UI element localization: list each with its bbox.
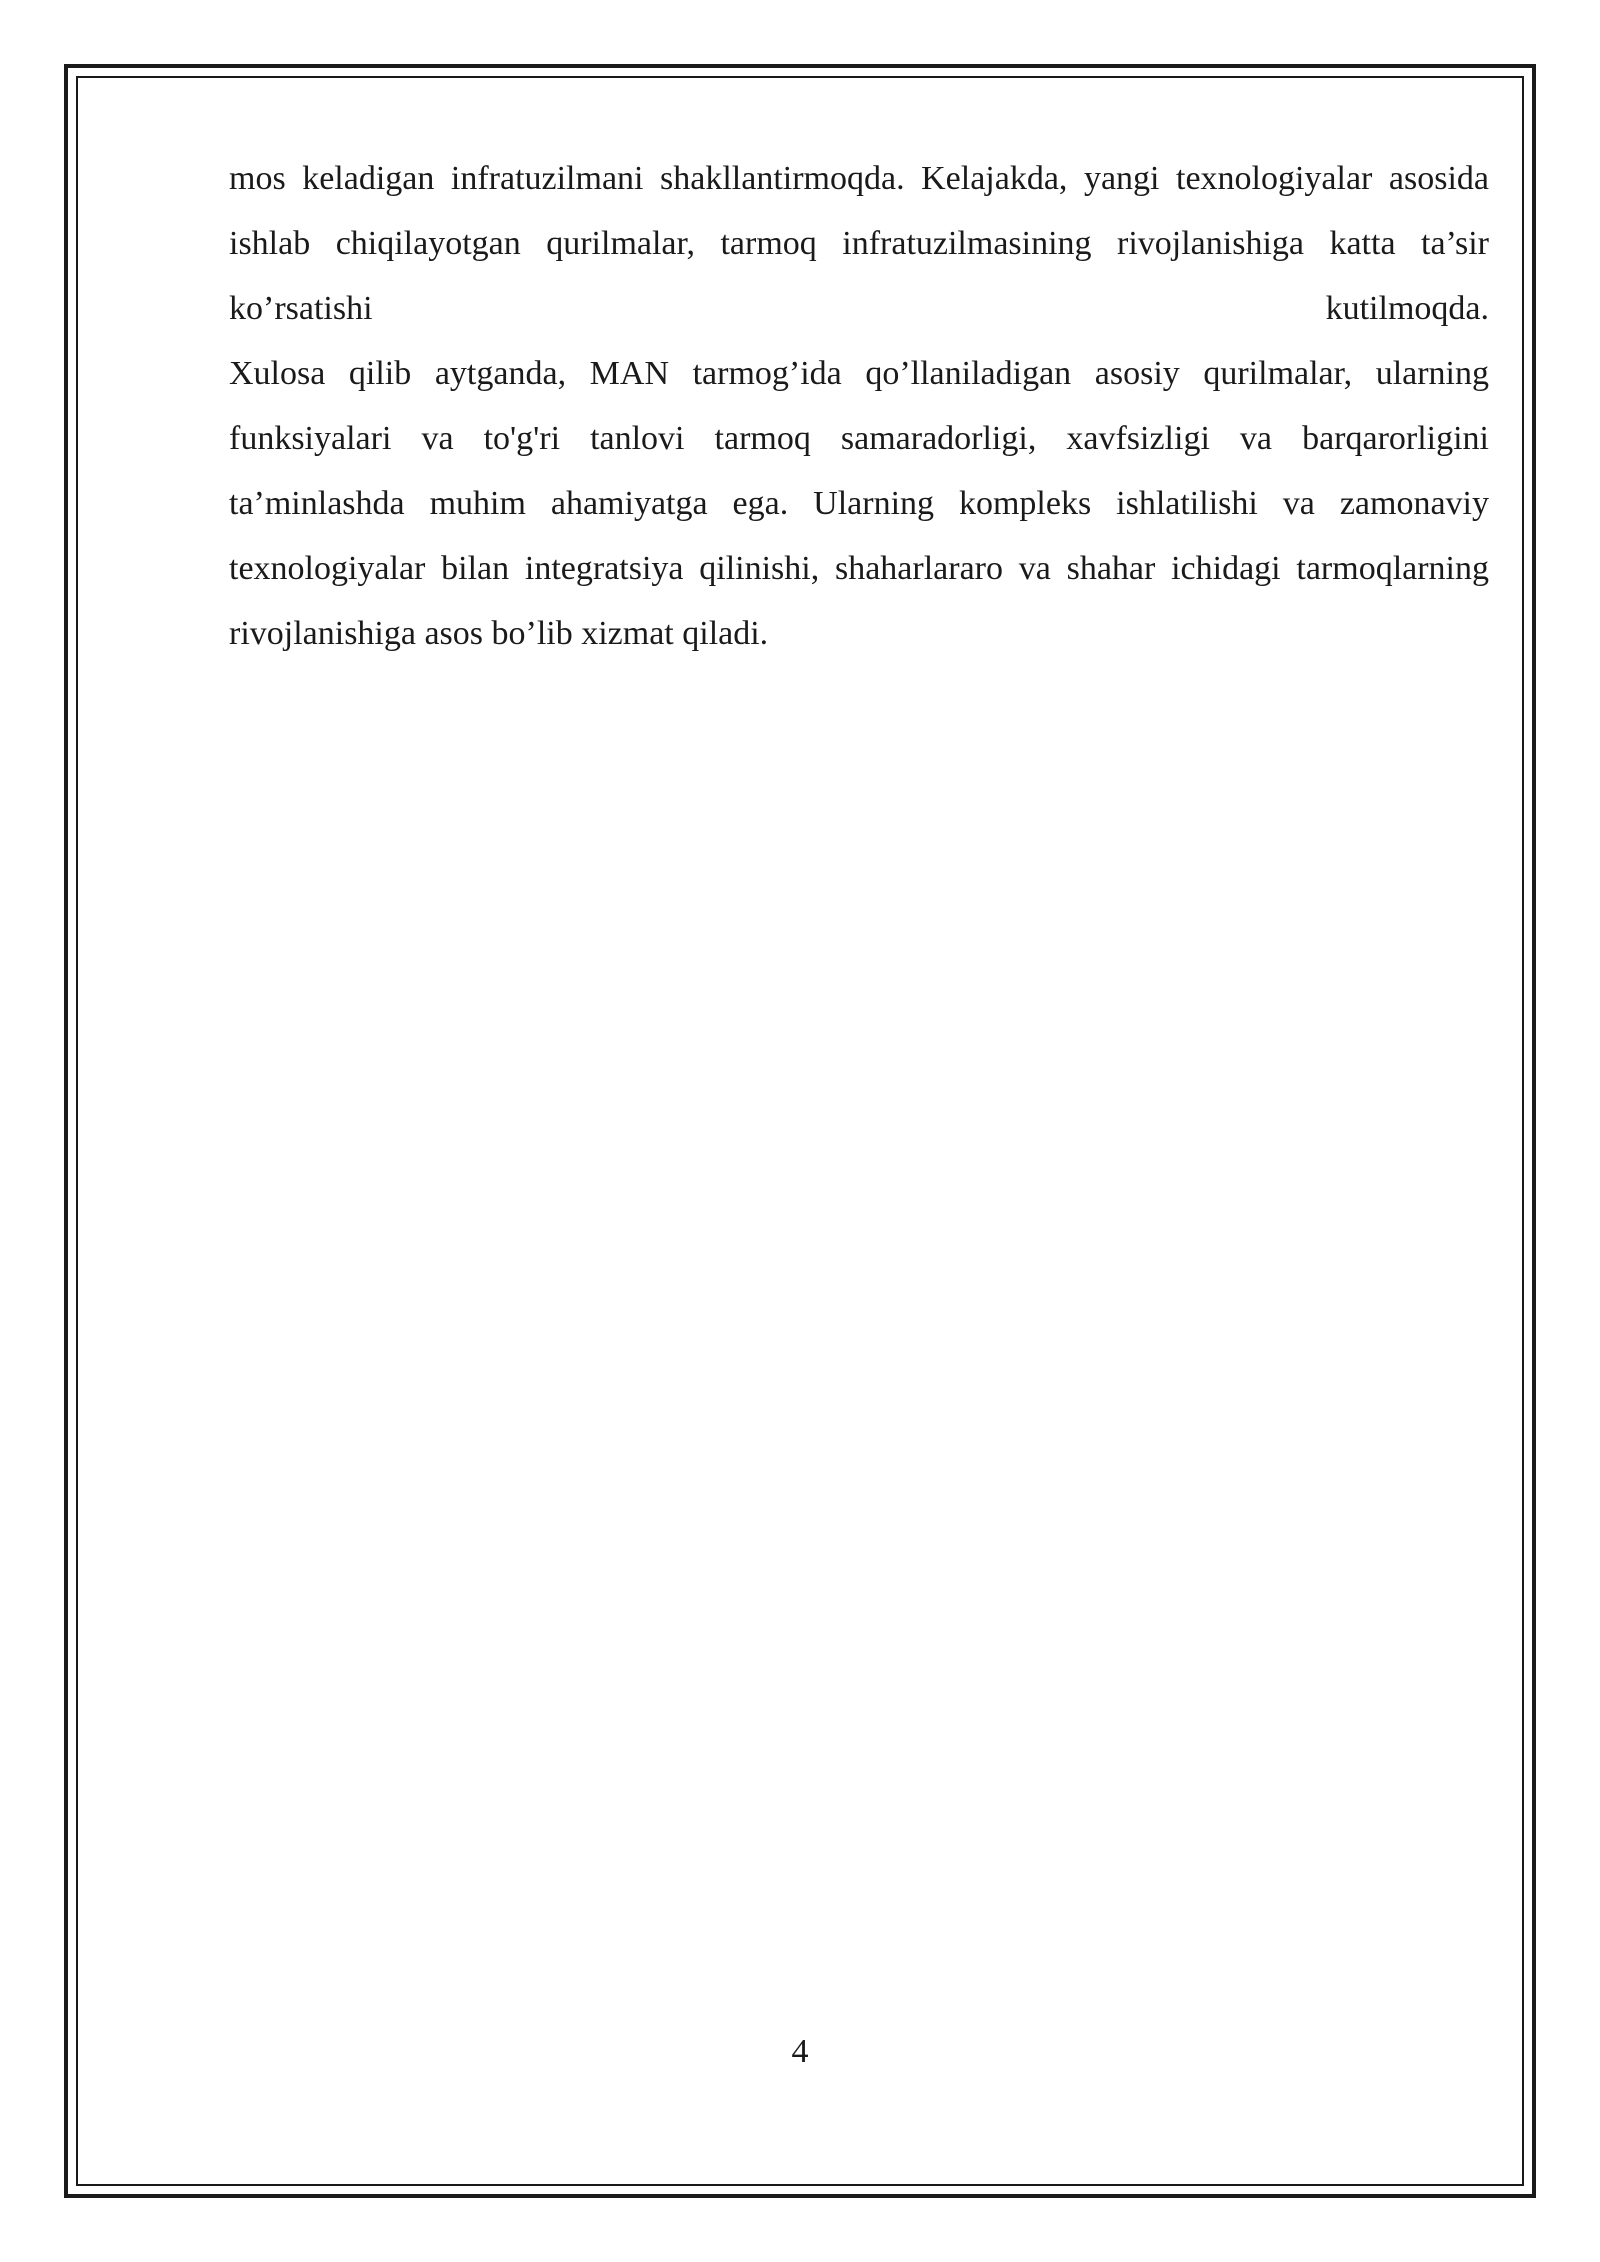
page-number: 4 bbox=[791, 2033, 809, 2070]
paragraph-2: Xulosa qilib aytganda, MAN tarmog’ida qo’llaniladigan asosiy qurilmalar, ularning funksiyalari va to'g'ri tanlovi tarmoq samaradorligi, xavfsizligi va barqarorligini ta’minlashda muhim ahamiyatga ega. Ularning kompleks ishlatilishi va zamonaviy texnologiyalar bilan integratsiya qilinishi, shaharlararo va shahar ichidagi tarmoqlarning rivojlanishiga asos bo’lib xizmat qiladi. bbox=[229, 355, 1489, 652]
paragraph-1: mos keladigan infratuzilmani shakllantirmoqda. Kelajakda, yangi texnologiyalar asosida ishlab chiqilayotgan qurilmalar, tarmoq infratuzilmasining rivojlanishiga katta ta’sir ko’rsatishi kutilmoqda. bbox=[229, 160, 1489, 327]
document-body bbox=[229, 146, 1489, 666]
